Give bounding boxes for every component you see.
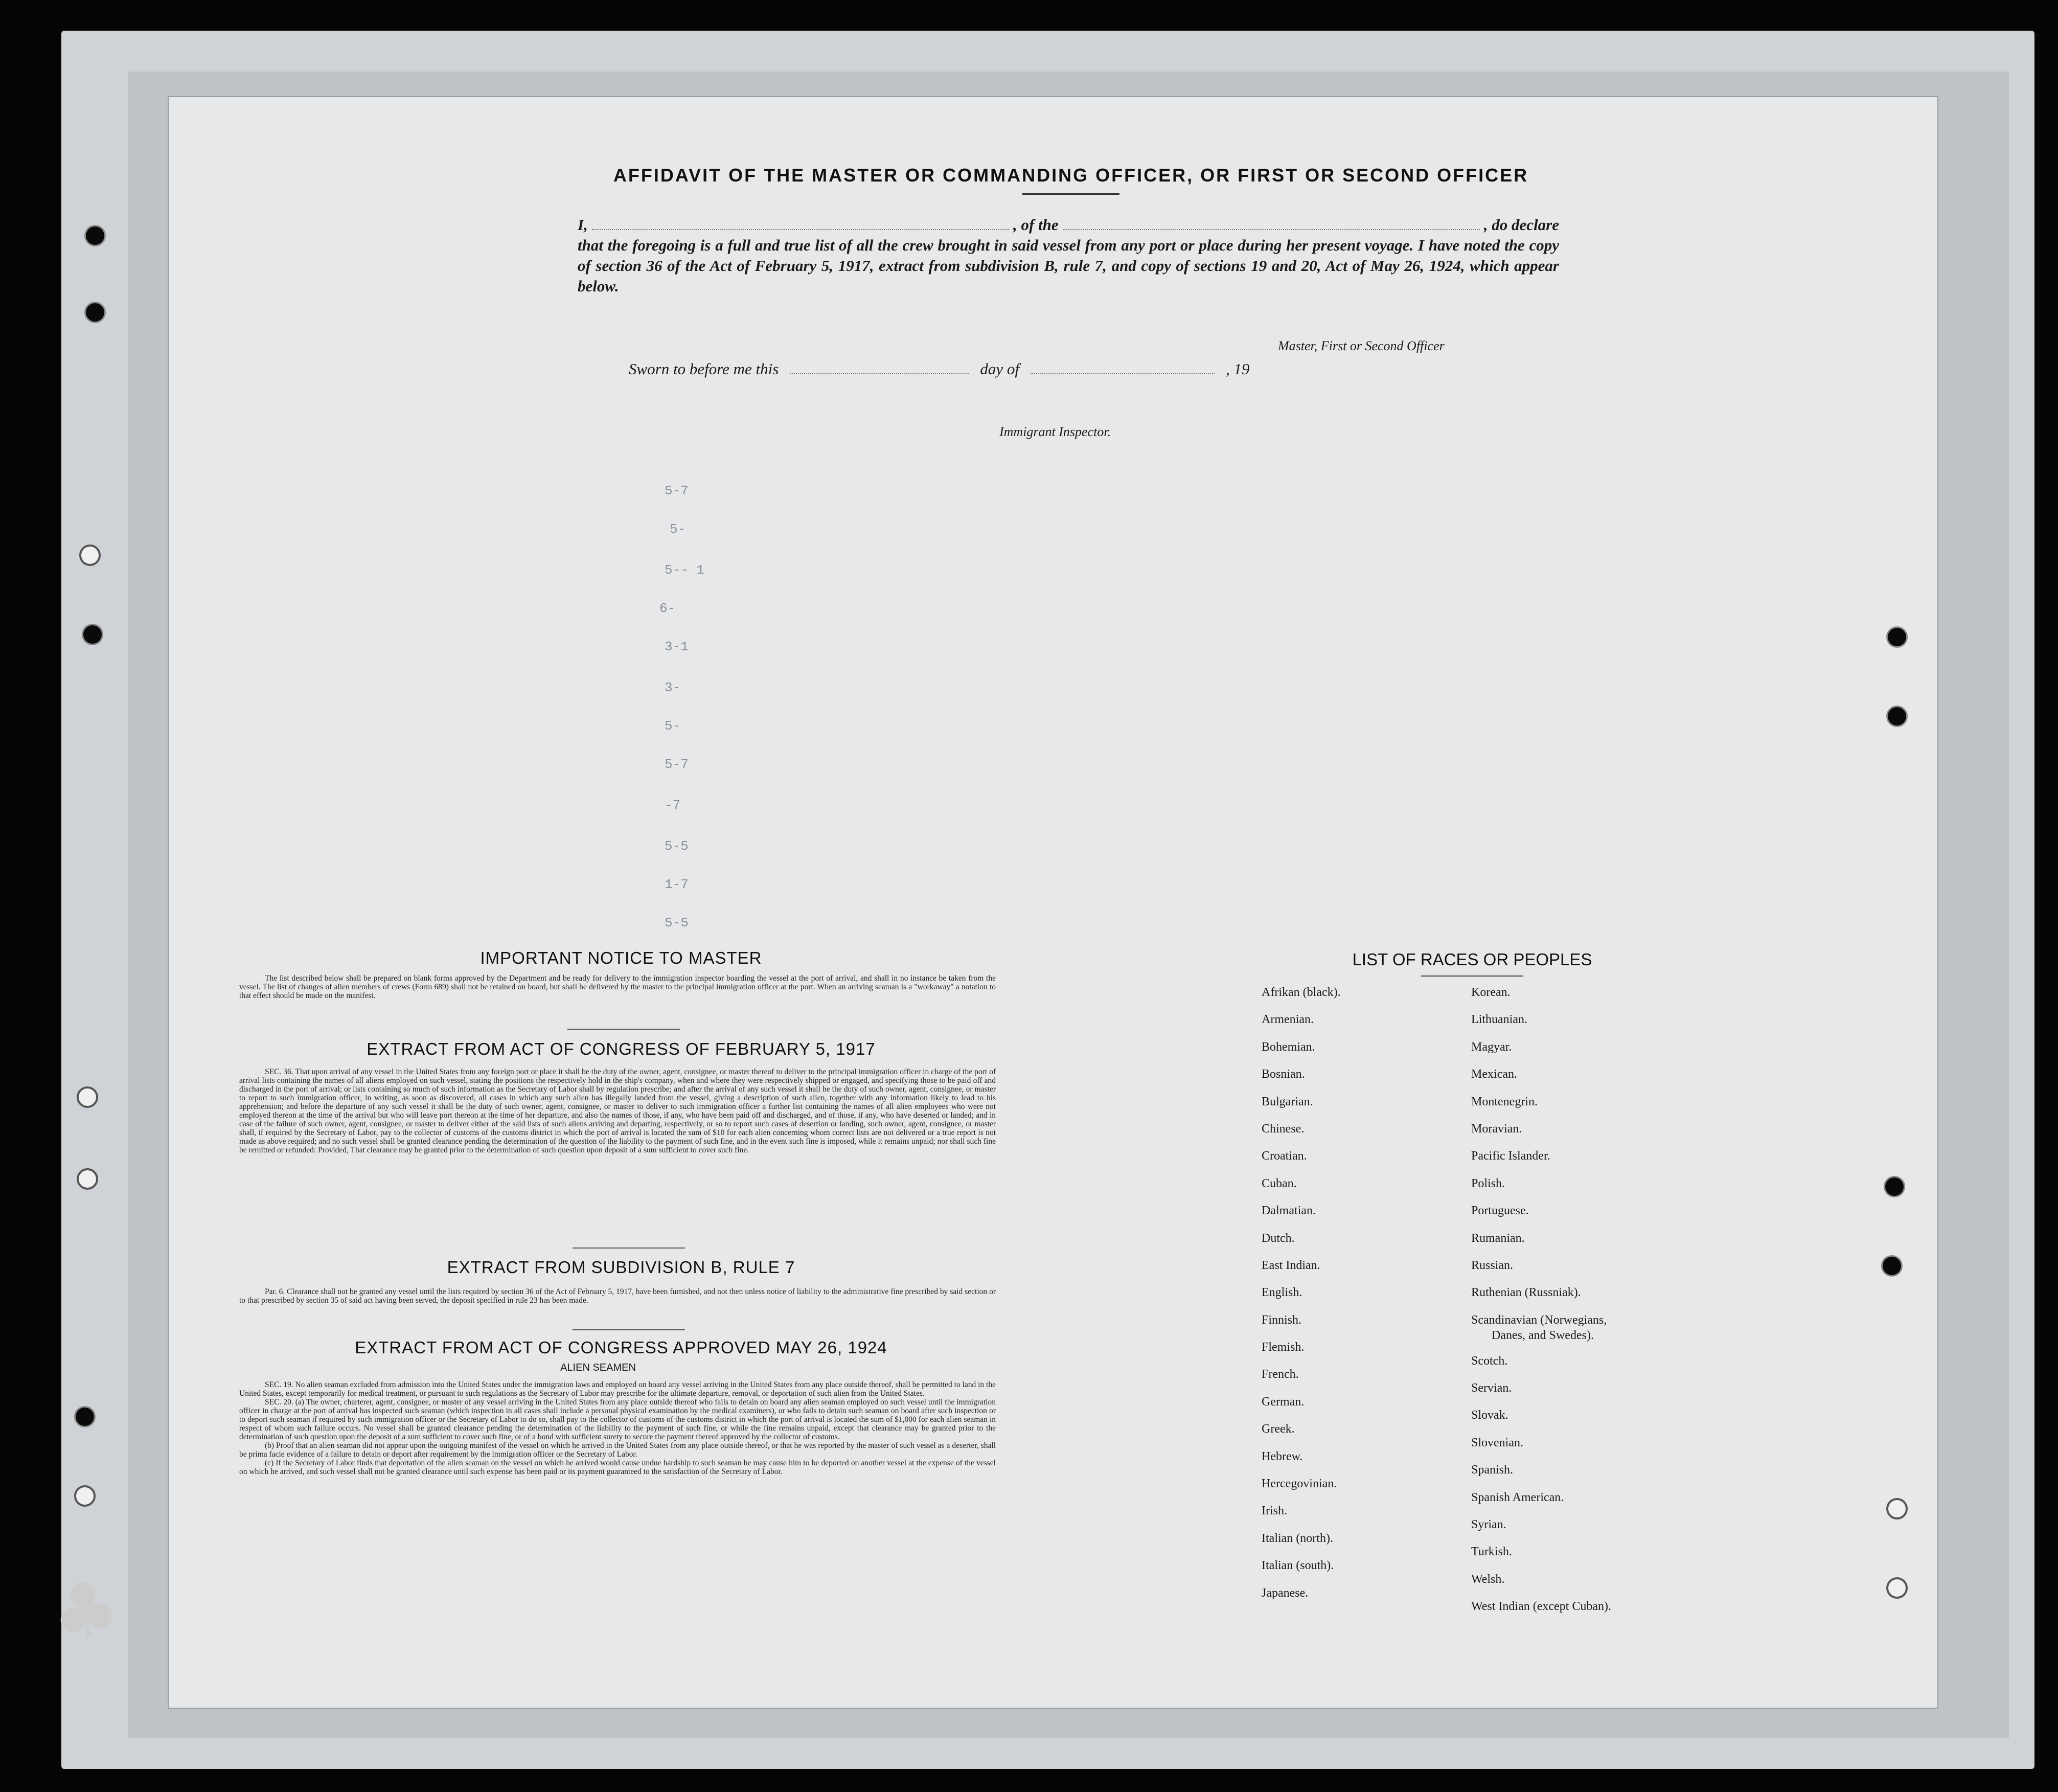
- races-left-column: [1262, 985, 1341, 1613]
- race-item: Bohemian.: [1262, 1040, 1315, 1054]
- race-item: Flemish.: [1262, 1341, 1305, 1354]
- extract-rule7-title: EXTRACT FROM SUBDIVISION B, RULE 7: [447, 1258, 795, 1277]
- race-item: Greek.: [1262, 1422, 1295, 1436]
- race-item: Portuguese.: [1471, 1204, 1529, 1218]
- sworn-line: [629, 360, 1249, 378]
- race-item: German.: [1262, 1395, 1305, 1409]
- race-item: Montenegrin.: [1471, 1095, 1538, 1108]
- race-item: Spanish American.: [1471, 1490, 1564, 1504]
- i-label: I,: [578, 216, 588, 234]
- binder-hole: [1884, 1176, 1905, 1197]
- race-item: Korean.: [1471, 986, 1511, 999]
- race-item: Ruthenian (Russniak).: [1471, 1286, 1581, 1300]
- race-item: West Indian (except Cuban).: [1471, 1600, 1611, 1614]
- bleed-through-mark: 6-: [659, 601, 676, 616]
- race-item: Scandinavian (Norwegians, Danes, and Swedes).: [1471, 1313, 1607, 1342]
- races-rule: [1421, 976, 1523, 977]
- race-item: Bosnian.: [1262, 1068, 1305, 1081]
- race-item: Russian.: [1471, 1258, 1514, 1272]
- race-item: Turkish.: [1471, 1545, 1512, 1559]
- extract-1924-text: [239, 1380, 996, 1476]
- bleed-through-mark: 5-: [665, 718, 681, 734]
- binder-hole: [1886, 706, 1908, 727]
- binder-hole: [1886, 626, 1908, 648]
- name-blank[interactable]: [592, 216, 1009, 230]
- bleed-through-mark: 1-7: [665, 877, 689, 892]
- bleed-through-mark: 5-: [670, 521, 686, 537]
- bleed-through-mark: 5-- 1: [665, 562, 705, 578]
- race-item: Slovak.: [1471, 1409, 1508, 1422]
- sec-19: SEC. 19. No alien seaman excluded from admission into the United States under the immigration laws and employed on board any vessel arriving in the United States from any place outside thereof, shall be permitted to land in the United States, except temporarily for medical treatment, or pursuant to such regulations as the Secretary of Labor may prescribe for the ultimate departure, removal, or deportation of such alien from the United States.: [239, 1380, 996, 1398]
- race-item: Afrikan (black).: [1262, 986, 1341, 999]
- sworn-label: Sworn to before me this: [629, 360, 779, 378]
- extract-1917-text: SEC. 36. That upon arrival of any vessel in the United States from any foreign port or place it shall be the duty of the owner, agent, consignee, or master thereof to deliver to the principal immigration officer in charge of the port of arrival lists containing the names of all aliens employed on such vessel, stating the positions the respectively hold in the ship's company, when and where they were respectively shipped or engaged, and specifying those to be paid off and discharged in the port of arrival; or lists containing so much of such information as the Secretary of Labor shall by regulation prescribe; and after the arrival of any such vessel it shall be the duty of such owner, agent, consignee, or master to report to such immigration officer, in writing, as soon as discovered, all cases in which any such alien has illegally landed from the vessel, giving a description of such alien, together with any information likely to lead to his apprehension; and before the departure of any such vessel it shall be the duty of such owner, agent, consignee, or master to deliver to such immigration officer a further list containing the names of all alien employees who were not employed thereon at the time of the arrival but who will leave port thereon at the time of her departure, and also the names of those, if any, who have been paid off and discharged, and of those, if any, who have deserted or landed; and in case of the failure of such owner, agent, consignee, or master to deliver either of the said lists of such aliens arriving and departing, respectively, or so to report such cases of desertion or landing, such owner, agent, consignee, or master shall, if required by the Secretary of Labor, pay to the collector of customs of the customs district in which the port of arrival is located the sum of $10 for each alien concerning whom correct lists are not delivered or a true report is not made as above required; and no such vessel shall be granted clearance pending the determination of the question of the liability to the payment of such fine, and in the event such fine is imposed, while it remains unpaid; nor shall such fine be remitted or refunded: Provided, That clearance may be granted prior to the determination of such question upon deposit of a sum sufficient to cover such fine.: [239, 1068, 996, 1154]
- race-item: Pacific Islander.: [1471, 1149, 1550, 1163]
- binder-hole: [79, 545, 101, 566]
- race-item: Polish.: [1471, 1176, 1505, 1190]
- bleed-through-mark: 3-1: [665, 639, 689, 654]
- affidavit-title: AFFIDAVIT OF THE MASTER OR COMMANDING OFFICER, OR FIRST OR SECOND OFFICER: [613, 165, 1529, 186]
- declaration-text: that the foregoing is a full and true list of all the crew brought in said vessel from any port or place during her present voyage. I have noted the copy of section 36 of the Act of February 5, 1917, extract from subdivision B, rule 7, and copy of sections 19 and 20, Act of May 26, 1924, which appear below.: [578, 236, 1559, 295]
- extract-rule7-text: Par. 6. Clearance shall not be granted any vessel until the lists required by section 36 of the Act of February 5, 1917, have been furnished, and not then unless notice of liability to the administrative fine prescribed by said section or to that prescribed by section 35 of said act having been served, the deposit specified in rule 23 has been made.: [239, 1287, 996, 1305]
- bleed-through-mark: 5-5: [665, 838, 689, 854]
- binder-hole: [1886, 1577, 1908, 1599]
- sec-20a: SEC. 20. (a) The owner, charterer, agent, consignee, or master of any vessel arriving in the United States from any place outside thereof who fails to detain on board any alien seaman employed on such vessel until the immigration officer in charge at the port of arrival has inspected such seaman (which inspection in all cases shall include a personal physical examination by the medical examiners), or who fails to detain such seaman on board after such inspection or to deport such seaman if required by such immigration officer or the Secretary of Labor to do so, shall pay to the collector of customs of the customs district in which the port of arrival is located the sum of $1,000 for each alien seaman in respect of whom such failure occurs. No vessel shall be granted clearance pending the determination of the liability to the payment of such fine, or while the fine remains unpaid, except that clearance may be granted prior to the determination of such question upon the deposit of a sum sufficient to cover such fine, or of a bond with sufficient surety to secure the payment thereof approved by the collector of customs.: [239, 1398, 996, 1441]
- binder-hole: [74, 1406, 96, 1427]
- declare-label: , do declare: [1483, 216, 1560, 234]
- extract-1924-title: EXTRACT FROM ACT OF CONGRESS APPROVED MAY 26, 1924: [355, 1338, 887, 1357]
- race-item: Dalmatian.: [1262, 1204, 1316, 1218]
- binder-hole: [82, 624, 103, 645]
- alien-seamen-subtitle: ALIEN SEAMEN: [560, 1362, 636, 1373]
- section-rule: [567, 1029, 680, 1030]
- race-item: Slovenian.: [1471, 1436, 1523, 1449]
- race-item: Hercegovinian.: [1262, 1477, 1337, 1491]
- race-item: Irish.: [1262, 1504, 1287, 1518]
- race-item: Mexican.: [1471, 1068, 1517, 1081]
- section-rule: [573, 1329, 685, 1330]
- section-rule: [573, 1247, 685, 1249]
- vessel-blank[interactable]: [1063, 216, 1480, 230]
- race-item: Armenian.: [1262, 1013, 1314, 1027]
- bleed-through-mark: 5-7: [665, 757, 689, 772]
- binder-hole: [1881, 1255, 1903, 1277]
- extract-1917-title: EXTRACT FROM ACT OF CONGRESS OF FEBRUARY 5, 1917: [367, 1039, 876, 1058]
- declaration-line: [578, 215, 1559, 235]
- notice-title: IMPORTANT NOTICE TO MASTER: [480, 948, 762, 967]
- bleed-through-mark: -7: [665, 798, 681, 813]
- race-item: East Indian.: [1262, 1258, 1320, 1272]
- race-item: Cuban.: [1262, 1176, 1297, 1190]
- race-item: Dutch.: [1262, 1231, 1295, 1245]
- race-item: Spanish.: [1471, 1463, 1514, 1477]
- sworn-day-blank[interactable]: [790, 360, 969, 374]
- race-item: Lithuanian.: [1471, 1013, 1527, 1027]
- race-item: Chinese.: [1262, 1122, 1305, 1136]
- race-item: Servian.: [1471, 1381, 1512, 1395]
- race-item: Moravian.: [1471, 1122, 1522, 1136]
- races-title: LIST OF RACES OR PEOPLES: [1352, 950, 1592, 969]
- day-of-label: day of: [980, 360, 1019, 378]
- binder-hole: [1886, 1498, 1908, 1519]
- race-item: Finnish.: [1262, 1313, 1302, 1327]
- sworn-month-blank[interactable]: [1031, 360, 1215, 374]
- race-item: Italian (south).: [1262, 1559, 1334, 1573]
- race-item: Bulgarian.: [1262, 1095, 1313, 1108]
- sec-20c: (c) If the Secretary of Labor finds that deportation of the alien seaman on the vessel on which he arrived would cause undue hardship to such seaman he may cause him to be deported on another vessel at the expense of the vessel on which he arrived, and such vessel shall not be granted clearance until such expense has been paid or its payment guaranteed to the satisfaction of the Secretary of Labor.: [239, 1459, 996, 1476]
- binder-hole: [84, 225, 106, 246]
- race-item: French.: [1262, 1368, 1299, 1381]
- title-rule: [1022, 193, 1119, 195]
- race-item: English.: [1262, 1286, 1302, 1300]
- bleed-through-mark: 3-: [665, 680, 681, 695]
- signer-label: Master, First or Second Officer: [1278, 338, 1445, 353]
- race-item: Italian (north).: [1262, 1531, 1333, 1545]
- affidavit-body: [578, 215, 1559, 297]
- binder-hole: [74, 1485, 96, 1507]
- race-item: Syrian.: [1471, 1518, 1506, 1532]
- notice-text: The list described below shall be prepared on blank forms approved by the Department and be ready for delivery to the immigration inspector boarding the vessel at the port of arrival, and shall in no instance be taken from the vessel. The list of changes of alien members of crews (Form 689) shall not be retained on board, but shall be delivered by the master to the principal immigration officer at the port. When an arriving seaman is a "workaway" a notation to that effect should be made on the manifest.: [239, 974, 996, 1000]
- bleed-through-mark: 5-5: [665, 915, 689, 931]
- sec-20b: (b) Proof that an alien seaman did not appear upon the outgoing manifest of the vessel on which he arrived in the United States from any place outside thereof, or that he was reported by the master of such vessel as a deserter, shall be prima facie evidence of a failure to detain or deport after requirement by the immigration officer or the Secretary of Labor.: [239, 1441, 996, 1459]
- handwritten-mark: ♣: [45, 1562, 126, 1661]
- binder-hole: [77, 1168, 98, 1190]
- race-item: Croatian.: [1262, 1149, 1307, 1163]
- race-item: Japanese.: [1262, 1586, 1309, 1600]
- races-right-column: [1471, 985, 1611, 1626]
- year-label: , 19: [1225, 360, 1250, 378]
- of-the-label: , of the: [1013, 216, 1059, 234]
- binder-hole: [84, 302, 106, 323]
- race-item: Hebrew.: [1262, 1449, 1303, 1463]
- race-item: Rumanian.: [1471, 1231, 1525, 1245]
- race-item: Scotch.: [1471, 1354, 1508, 1368]
- race-item: Magyar.: [1471, 1040, 1512, 1054]
- race-item: Welsh.: [1471, 1572, 1505, 1586]
- binder-hole: [77, 1086, 98, 1108]
- bleed-through-mark: 5-7: [665, 483, 689, 498]
- inspector-label: Immigrant Inspector.: [999, 424, 1111, 439]
